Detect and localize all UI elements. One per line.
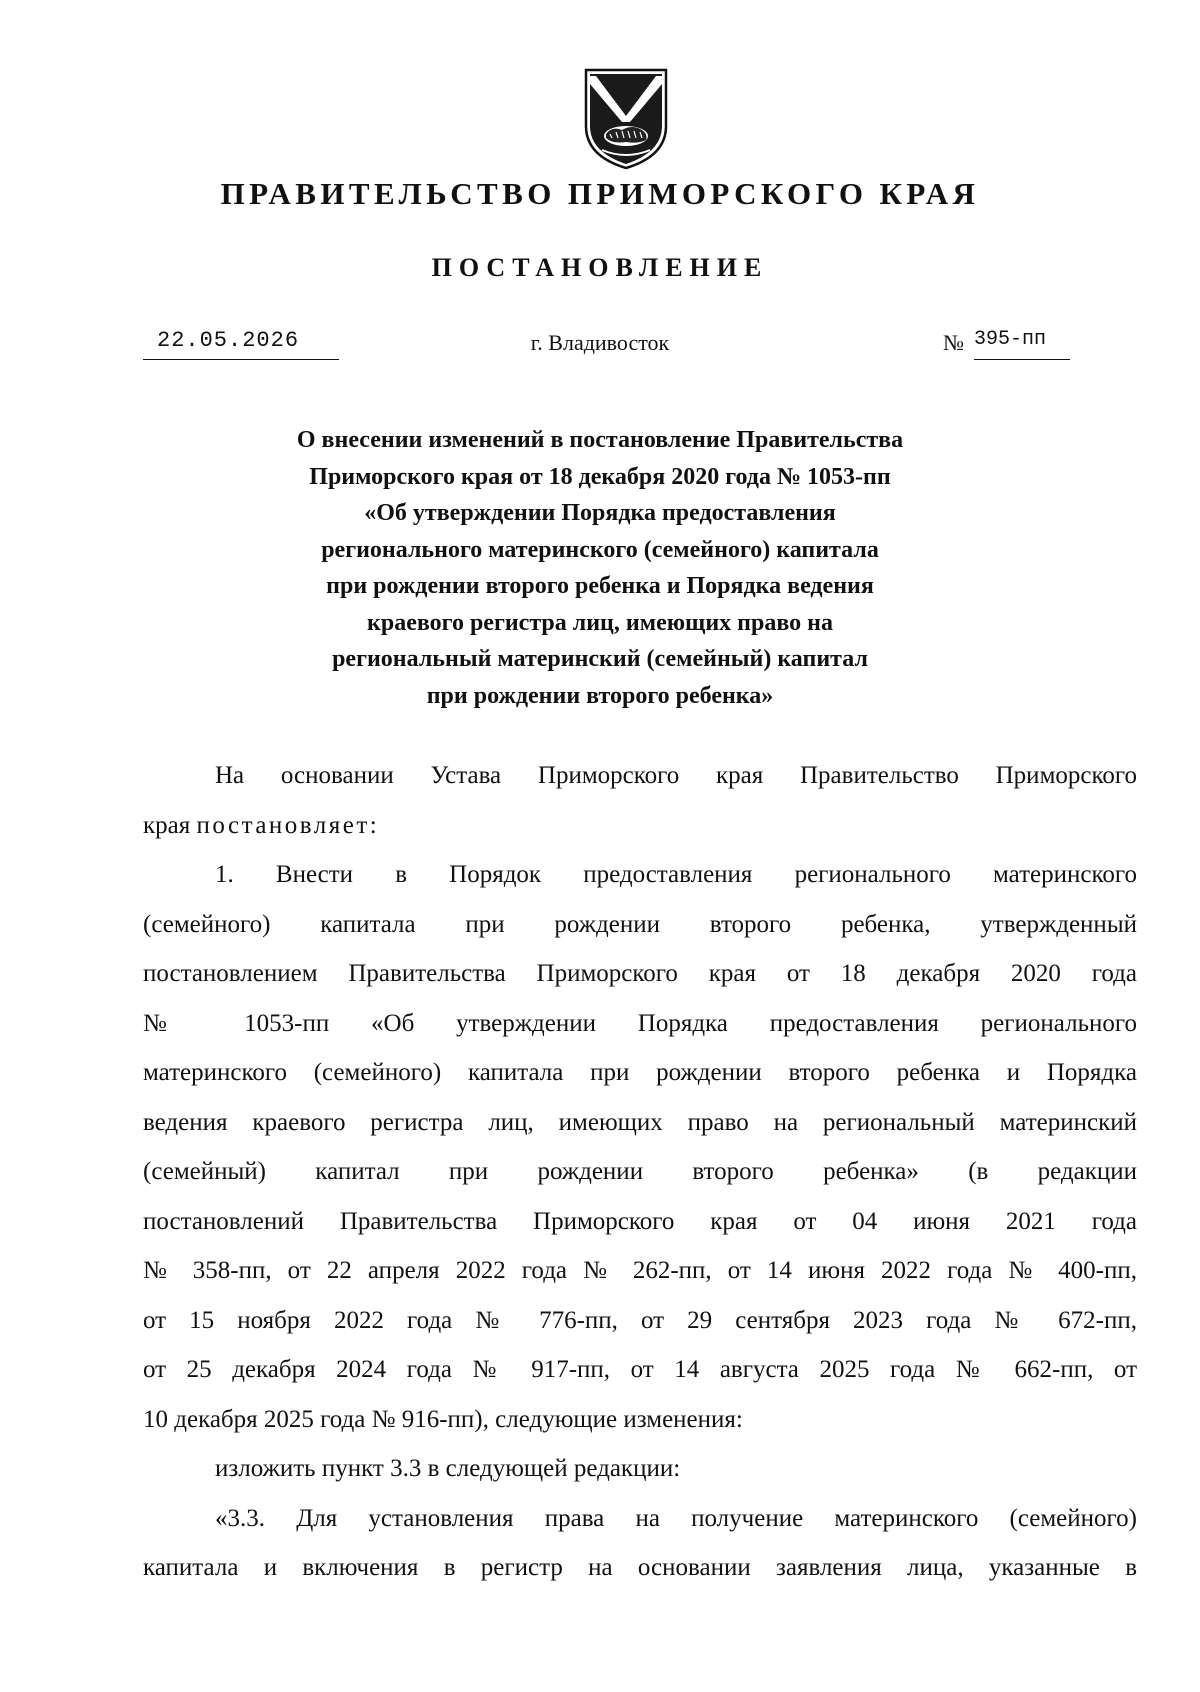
subject-line: краевого регистра лиц, имеющих право на: [367, 609, 833, 636]
paragraph-line: от 15 ноября 2022 года № 776-пп, от 29 сентября 2023 года № 672-пп,: [143, 1306, 1137, 1334]
subject-line: регионального материнского (семейного) капитала: [321, 536, 879, 563]
paragraph-line: № 1053-пп «Об утверждении Порядка предоставления регионального: [143, 1009, 1137, 1037]
subject-line: О внесении изменений в постановление Правительства: [296, 427, 904, 453]
paragraph-line: № 358-пп, от 22 апреля 2022 года № 262-пп, от 14 июня 2022 года № 400-пп,: [143, 1257, 1137, 1284]
quote-line: «3.3. Для установления права на получение материнского (семейного): [215, 1504, 1137, 1532]
preamble-word: края: [143, 811, 191, 839]
document-city: г. Владивосток: [530, 330, 670, 355]
paragraph-line: постановлением Правительства Приморского края от 18 декабря 2020 года: [143, 960, 1137, 987]
paragraph-line: 10 декабря 2025 года № 916-пп), следующие изменения:: [143, 1405, 743, 1433]
paragraph-line: 1. Внести в Порядок предоставления регионального материнского: [215, 861, 1137, 888]
subject-line: при рождении второго ребенка и Порядка ведения: [326, 573, 874, 599]
paragraph-line: (семейный) капитал при рождении второго ребенка» (в редакции: [143, 1158, 1137, 1185]
document-type-heading: ПОСТАНОВЛЕНИЕ: [431, 253, 769, 282]
quote-line: капитала и включения в регистр на основании заявления лица, указанные в: [143, 1554, 1137, 1581]
decision-word: постановляет:: [196, 811, 380, 839]
preamble-line: На основании Устава Приморского края Правительство Приморского: [215, 762, 1137, 789]
coat-of-arms-emblem-icon: [582, 64, 670, 172]
subject-line: Приморского края от 18 декабря 2020 года № 1053-пп: [309, 463, 891, 490]
paragraph-line: от 25 декабря 2024 года № 917-пп, от 14 августа 2025 года № 662-пп, от: [143, 1356, 1137, 1383]
document-subject: [0, 422, 1200, 714]
preamble-line: [143, 801, 1137, 851]
paragraph-line: постановлений Правительства Приморского края от 04 июня 2021 года: [143, 1207, 1137, 1235]
subject-line: региональный материнский (семейный) капитал: [332, 646, 868, 672]
document-body: [143, 751, 1137, 1593]
subject-line: «Об утверждении Порядка предоставления: [364, 500, 836, 526]
document-date: 22.05.2026: [143, 328, 339, 360]
paragraph-line: (семейного) капитала при рождении второго ребенка, утвержденный: [143, 910, 1137, 938]
paragraph-line: материнского (семейного) капитала при рождении второго ребенка и Порядка: [143, 1059, 1137, 1086]
document-number: 395-пп: [974, 328, 1070, 360]
instruction-line: изложить пункт 3.3 в следующей редакции:: [215, 1455, 681, 1482]
organization-title: ПРАВИТЕЛЬСТВО ПРИМОРСКОГО КРАЯ: [220, 176, 980, 211]
paragraph-line: ведения краевого регистра лиц, имеющих право на региональный материнский: [143, 1108, 1137, 1136]
subject-line: при рождении второго ребенка»: [426, 682, 774, 709]
document-number-sign: №: [943, 330, 964, 355]
